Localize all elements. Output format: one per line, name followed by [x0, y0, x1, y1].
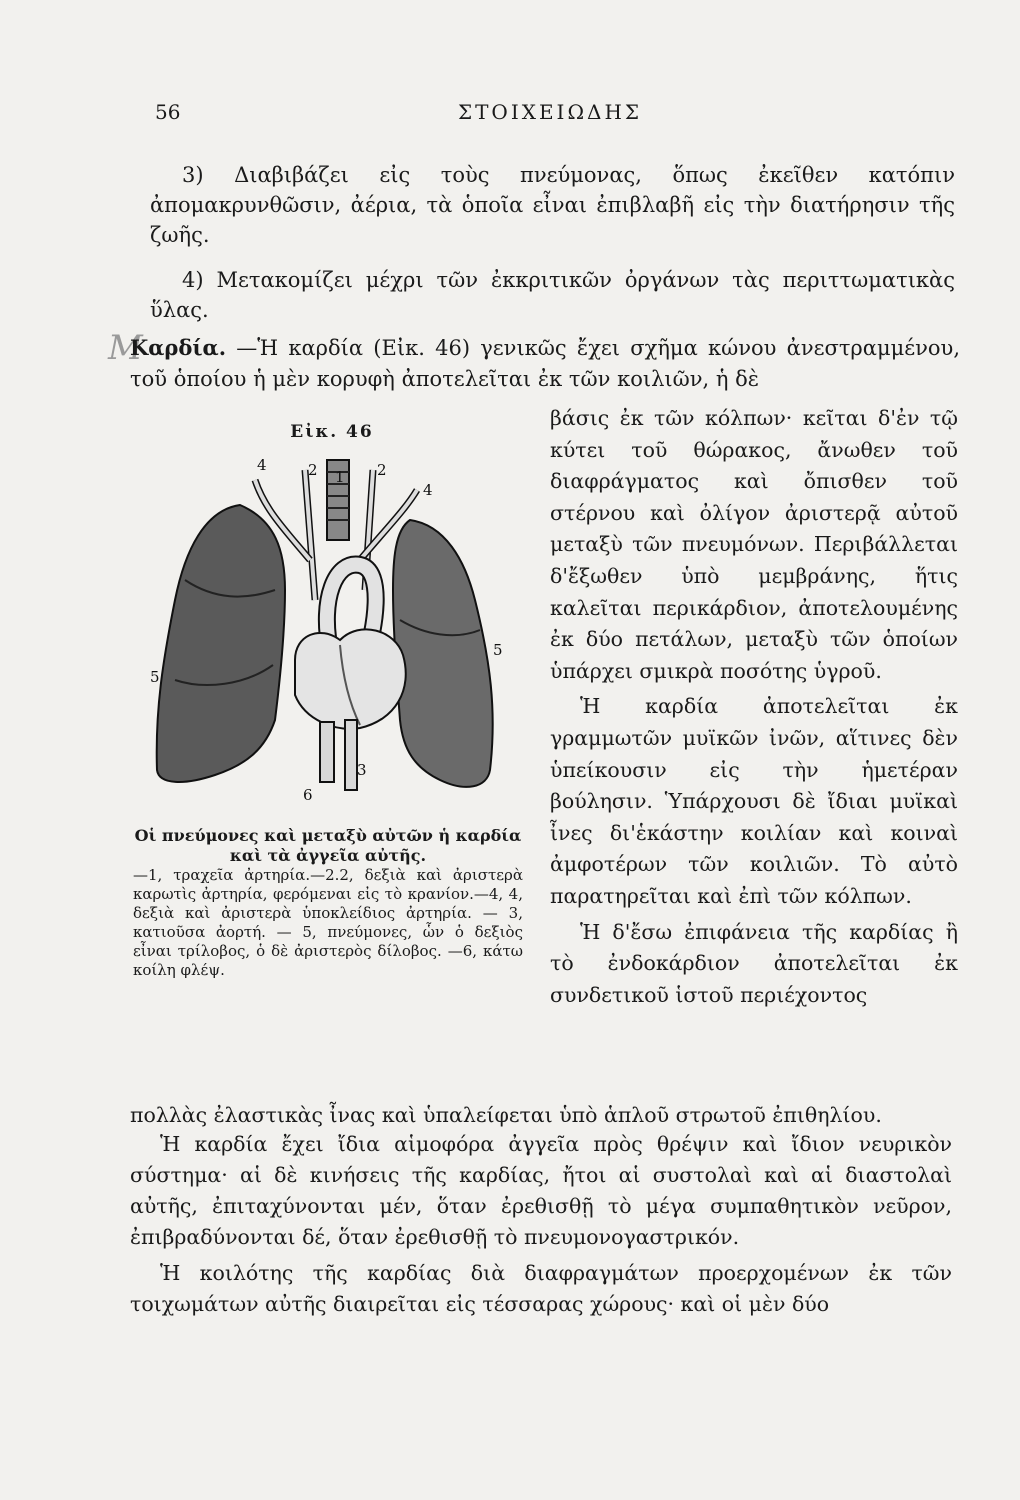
lungs-heart-illustration [145, 450, 525, 820]
inferior-vena-cava [320, 722, 334, 782]
right-column [550, 403, 958, 1011]
right-lung [157, 505, 285, 782]
heart-muscle-paragraph: Ἡ καρδία ἀποτελεῖται ἐκ γραμμωτῶν μυϊκῶν ἰνῶν, αἵτινες δὲν ὑπείκουσιν εἰς τὴν ἡμετέραν βούλησιν. Ὑπάρχουσι δὲ ἴδιαι μυϊκαὶ ἶνες δι'ἑκάστην κοιλίαν καὶ κοιναὶ ἀμφοτέρων τῶν κοιλιῶν. Τὸ αὐτὸ παρατηρεῖται καὶ ἐπὶ τῶν κόλπων. [550, 694, 958, 908]
marker-5-left: 5 [150, 668, 160, 686]
marker-5-right: 5 [493, 641, 503, 659]
page-number: 56 [155, 100, 181, 124]
section-heading: Καρδία. [130, 335, 227, 360]
marker-6: 6 [303, 786, 313, 804]
heart-section-intro [130, 332, 960, 395]
heart-location-paragraph: βάσις ἐκ τῶν κόλπων· κεῖται δ'ἐν τῷ κύτει τοῦ θώρακος, ἄνωθεν τοῦ διαφράγματος καὶ ὄπισθεν τοῦ στέρνου καὶ ὀλίγον ἀριστερᾷ αὐτοῦ μεταξὺ τῶν πνευμόνων. Περιβάλλεται δ'ἔξωθεν ὑπὸ μεμβράνης, ἥτις καλεῖται περικάρδιον, ἀποτελουμένης ἐκ δύο πετάλων, μεταξὺ τῶν ὁποίων ὑπάρχει σμικρὰ ποσότης ὑγροῦ. [550, 406, 958, 683]
descending-aorta [345, 720, 357, 790]
page-header [150, 100, 950, 130]
paragraph-item-4: 4) Μετακομίζει μέχρι τῶν ἐκκριτικῶν ὀργάνων τὰς περιττωματικὰς ὕλας. [150, 268, 955, 322]
running-title: ΣΤΟΙΧΕΙΩΔΗΣ [457, 100, 643, 124]
figure-caption [133, 826, 523, 980]
marker-1: 1 [335, 468, 345, 486]
marker-2-right: 2 [377, 461, 387, 479]
marker-4-left: 4 [257, 456, 267, 474]
heart [295, 629, 406, 728]
marker-2-left: 2 [308, 461, 318, 479]
endocardium-paragraph: Ἡ δ'ἔσω ἐπιφάνεια τῆς καρδίας ἢ τὸ ἐνδοκάρδιον ἀποτελεῖται ἐκ συνδετικοῦ ἱστοῦ περιέχοντος [550, 919, 958, 1007]
heart-cavity-paragraph: Ἡ κοιλότης τῆς καρδίας διὰ διαφραγμάτων προερχομένων ἐκ τῶν τοιχωμάτων αὐτῆς διαιρεῖται εἰς τέσσαρας χώρους· καὶ οἱ μὲν δύο [130, 1261, 952, 1316]
heart-intro-text: —Ἡ καρδία (Εἰκ. 46) γενικῶς ἔχει σχῆμα κώνου ἀνεστραμμένου, τοῦ ὁποίου ἡ μὲν κορυφὴ ἀποτελεῖται ἐκ τῶν κοιλιῶν, ἡ δὲ [130, 336, 960, 391]
heart-nerves-paragraph: Ἡ καρδία ἔχει ἴδια αἱμοφόρα ἀγγεῖα πρὸς θρέψιν καὶ ἴδιον νευρικὸν σύστημα· αἱ δὲ κινήσεις τῆς καρδίας, ἤτοι αἱ συστολαὶ καὶ αἱ διαστολαὶ αὐτῆς, ἐπιταχύνονται μέν, ὅταν ἐρεθισθῇ τὸ μέγα συμπαθητικὸν νεῦρον, ἐπιβραδύνονται δέ, ὅταν ἐρεθισθῇ τὸ πνευμονογαστρικόν. [130, 1132, 952, 1249]
margin-note: M [108, 328, 143, 368]
marker-4-right: 4 [423, 481, 433, 499]
endocardium-continuation: πολλὰς ἐλαστικὰς ἶνας καὶ ὑπαλείφεται ὑπὸ ἁπλοῦ στρωτοῦ ἐπιθηλίου. [130, 1103, 882, 1127]
marker-3: 3 [357, 761, 367, 779]
figure-label: Εἰκ. 46 [290, 422, 374, 442]
caption-body: —1, τραχεῖα ἀρτηρία.—2.2, δεξιὰ καὶ ἀριστερὰ καρωτὶς ἀρτηρία, φερόμεναι εἰς τὸ κρανίον.—4, 4, δεξιὰ καὶ ἀριστερὰ ὑποκλείδιος ἀρτηρία. — 3, κατιοῦσα ἀορτή. — 5, πνεύμονες, ὧν ὁ δεξιὸς εἶναι τρίλοβος, ὁ δὲ ἀριστερὸς δίλοβος. —6, κάτω κοίλη φλέψ. [133, 866, 523, 979]
paragraph-item-3: 3) Διαβιβάζει εἰς τοὺς πνεύμονας, ὅπως ἐκεῖθεν κατόπιν ἀπομακρυνθῶσιν, ἀέρια, τὰ ὁποῖα εἶναι ἐπιβλαβῆ εἰς τὴν διατήρησιν τῆς ζωῆς. [150, 163, 955, 247]
caption-title: Οἱ πνεύμονες καὶ μεταξὺ αὐτῶν ἡ καρδία καὶ τὰ ἀγγεῖα αὐτῆς. [134, 826, 522, 865]
left-lung [393, 520, 493, 787]
